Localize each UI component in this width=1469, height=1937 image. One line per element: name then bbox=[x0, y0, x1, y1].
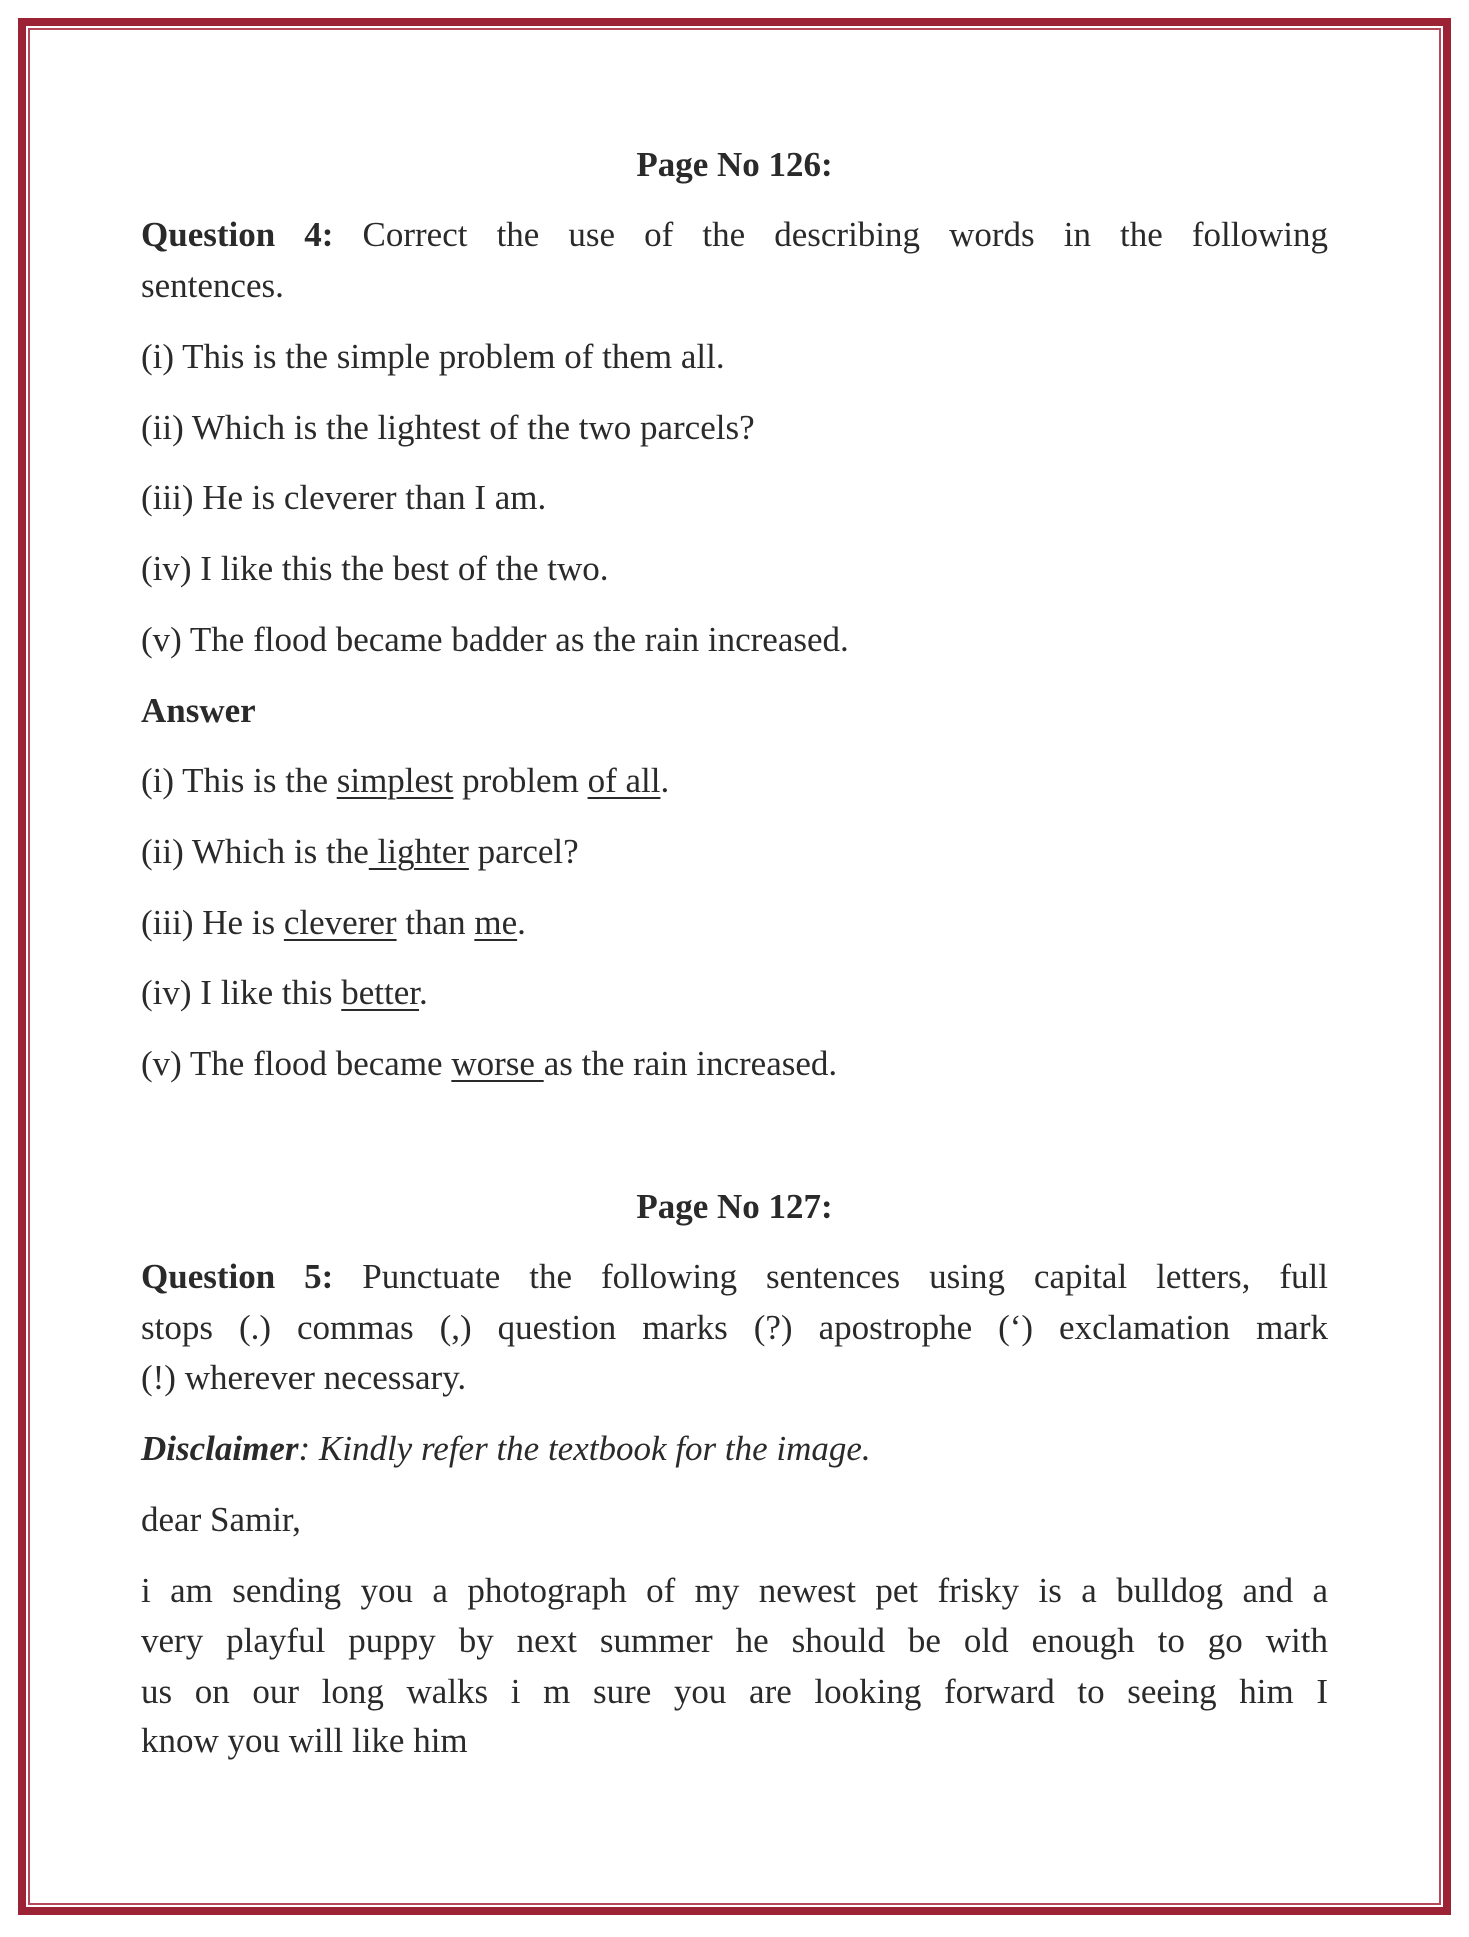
question-4-label: Question 4: bbox=[141, 215, 334, 254]
letter-salutation: dear Samir, bbox=[141, 1500, 301, 1539]
disclaimer-text: : Kindly refer the textbook for the image. bbox=[298, 1429, 871, 1468]
answer-correction: worse bbox=[451, 1044, 544, 1083]
answer-correction: me bbox=[474, 903, 518, 942]
question-5-line-1 bbox=[141, 1252, 1328, 1302]
question-item: (iii) He is cleverer than I am. bbox=[141, 478, 547, 517]
answer-correction: of all bbox=[587, 761, 661, 800]
answer-text: problem bbox=[453, 761, 588, 800]
answer-label: Answer bbox=[141, 691, 256, 730]
answer-correction: simplest bbox=[336, 761, 454, 800]
question-4-text: Correct the use of the describing words in the following bbox=[362, 215, 1328, 254]
answer-correction: better bbox=[341, 973, 419, 1012]
answer-item bbox=[141, 968, 1328, 1018]
disclaimer bbox=[141, 1424, 1328, 1474]
question-5-line-3: (!) wherever necessary. bbox=[141, 1358, 467, 1397]
page-heading-127: Page No 127: bbox=[636, 1187, 833, 1226]
answer-text: (iv) I like this bbox=[141, 973, 342, 1012]
page-heading-126: Page No 126: bbox=[636, 145, 833, 184]
answer-item bbox=[141, 827, 1328, 877]
answer-text: . bbox=[660, 761, 670, 800]
letter-line: know you will like him bbox=[141, 1721, 468, 1760]
question-4-line-2: sentences. bbox=[141, 266, 284, 305]
question-item: (ii) Which is the lightest of the two parcels? bbox=[141, 408, 755, 447]
answer-text: . bbox=[517, 903, 526, 942]
question-5-label: Question 5: bbox=[141, 1257, 334, 1296]
question-item: (v) The flood became badder as the rain increased. bbox=[141, 620, 849, 659]
answer-text: . bbox=[419, 973, 428, 1012]
answer-correction: lighter bbox=[368, 832, 469, 871]
answer-text: as the rain increased. bbox=[543, 1044, 838, 1083]
answer-text: than bbox=[396, 903, 475, 942]
disclaimer-label: Disclaimer bbox=[141, 1429, 299, 1468]
letter-line: very playful puppy by next summer he should be old enough to go with bbox=[141, 1621, 1328, 1660]
answer-correction: cleverer bbox=[283, 903, 397, 942]
letter-line: i am sending you a photograph of my newest pet frisky is a bulldog and a bbox=[141, 1571, 1328, 1610]
answer-item bbox=[141, 898, 1328, 948]
answer-text: (v) The flood became bbox=[141, 1044, 452, 1083]
question-5-text: Punctuate the following sentences using capital letters, full bbox=[362, 1257, 1328, 1296]
letter-line: us on our long walks i m sure you are looking forward to seeing him I bbox=[141, 1672, 1328, 1711]
question-4-line-1 bbox=[141, 210, 1328, 260]
answer-text: (i) This is the bbox=[141, 761, 337, 800]
answer-text: parcel? bbox=[468, 832, 579, 871]
answer-text: (iii) He is bbox=[141, 903, 284, 942]
question-item: (iv) I like this the best of the two. bbox=[141, 549, 609, 588]
answer-text: (ii) Which is the bbox=[141, 832, 369, 871]
question-5-line-2: stops (.) commas (,) question marks (?) apostrophe (‘) exclamation mark bbox=[141, 1308, 1328, 1347]
question-item: (i) This is the simple problem of them all. bbox=[141, 337, 725, 376]
answer-item bbox=[141, 756, 1328, 806]
answer-item bbox=[141, 1039, 1328, 1089]
